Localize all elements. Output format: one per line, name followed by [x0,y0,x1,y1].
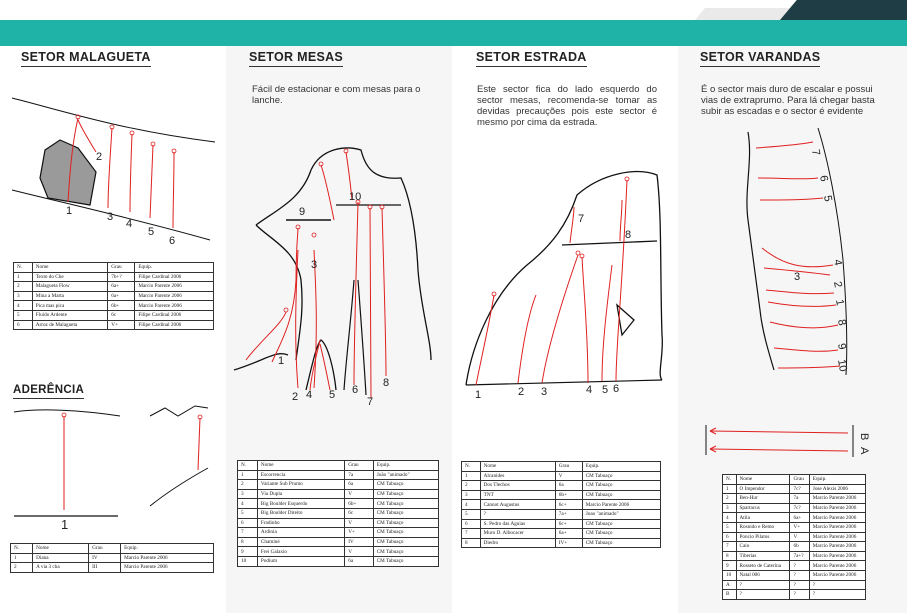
table-cell: 6a+ [108,282,135,292]
table-header-row [14,263,214,273]
table-cell: CM Tabuaço [582,529,660,539]
route-number-9: 9 [835,342,848,351]
table-row [238,508,439,518]
table-cell: Marcio Parente 2006 [809,532,865,542]
table-row [238,547,439,557]
section-title-aderencia: ADERÊNCIA [13,384,85,396]
section-title-mesas: SETOR MESAS [249,50,344,64]
table-cell: Fradinho [257,518,344,528]
table-row [723,494,866,504]
route-number-8: 8 [625,229,632,241]
table-header: Grau [108,263,135,273]
table-header: Grau [790,475,809,485]
table-row [462,490,661,500]
route-number-5: 5 [148,226,155,238]
table-cell: CM Tabuaço [582,490,660,500]
table-cell: 7 [238,528,258,538]
table-cell: CM Tabuaço [582,481,660,491]
table-cell: 2 [462,481,481,491]
table-cell: 3 [238,489,258,499]
table-cell: 2 [238,480,258,490]
table-cell: Diana [33,553,89,563]
table-cell: 6b+ [345,499,373,509]
table-row [238,537,439,547]
table-row [238,528,439,538]
table-cell: 8 [462,538,481,548]
table-cell: Escorrencia [257,470,344,480]
table-row [723,513,866,523]
table-row [462,538,661,548]
table-cell: 1 [238,470,258,480]
route-number-10: 10 [349,191,362,203]
table-cell: IV [89,553,121,563]
table-header: Nome [480,462,555,472]
route-number-3: 3 [107,211,114,223]
route-number-4: 4 [586,384,593,396]
table-cell: 5 [238,508,258,518]
malagueta-topo [0,90,226,250]
table-row [723,551,866,561]
table-row [238,556,439,566]
table-header: Grau [89,544,121,554]
table-cell: 4 [14,301,33,311]
route-number-7: 7 [578,213,585,225]
table-cell: 6b+ [555,490,582,500]
table-cell: ? [790,590,809,600]
table-cell: Marcio Parente 2006 [809,561,865,571]
table-cell: 8 [238,537,258,547]
table-row [14,320,214,330]
table-row [14,301,214,311]
table-cell: 6 [14,320,33,330]
table-cell: 10 [238,556,258,566]
route-table-estrada [461,461,661,548]
varandas-boulder-topo [678,415,907,465]
table-row [238,489,439,499]
section-title-estrada: SETOR ESTRADA [476,50,587,64]
table-cell: Via Dupla [257,489,344,499]
table-cell: O Impendor [736,484,790,494]
table-cell: Pica mas pica [32,301,107,311]
table-cell: CM Tabuaço [373,556,438,566]
boulder-label-a: A [858,447,870,455]
route-table-aderencia [10,543,214,573]
table-cell: 9 [238,547,258,557]
table-cell: 8 [723,551,737,561]
table-cell: V+ [345,528,373,538]
table-cell: 5 [462,509,481,519]
table-cell: Marcio Parente 2006 [809,503,865,513]
table-row [723,503,866,513]
route-number-2: 2 [292,391,299,403]
table-cell: CM Tabuaço [373,508,438,518]
table-cell: Rosseto de Caterina [736,561,790,571]
table-cell: Dos Tlechos [480,481,555,491]
table-header: Equip. [135,263,214,273]
table-row [14,272,214,282]
table-cell: 6 [723,532,737,542]
table-cell: 1 [11,553,33,563]
table-cell: Poncio Pilatos [736,532,790,542]
banner-teal-stripe [0,20,907,46]
table-cell: Marcio Parente 2006 [809,522,865,532]
table-cell: Caio [736,542,790,552]
table-cell: 7a [345,470,373,480]
table-cell: Muro D. Albocacer [480,529,555,539]
route-number-1: 1 [61,517,69,532]
table-cell: 2 [11,563,33,573]
table-row [462,471,661,481]
table-cell: 6 [238,518,258,528]
route-number-1: 1 [278,355,285,367]
route-number-8: 8 [835,318,848,327]
table-cell: III [89,563,121,573]
table-cell: 6c [108,310,135,320]
route-number-7: 7 [367,396,374,408]
table-cell: Marcio Parente 2006 [121,553,214,563]
route-number-5: 5 [329,389,336,401]
table-cell: Arroz de Malagueta [32,320,107,330]
table-cell: 9 [723,561,737,571]
route-number-3: 3 [794,271,801,283]
table-header: N. [11,544,33,554]
table-row [462,529,661,539]
table-cell: Marcio Parente 2006 [809,570,865,580]
table-cell: ? [736,580,790,590]
table-header: Equip. [121,544,214,554]
table-row [14,310,214,320]
section-description-varandas: É o sector mais duro de escalar e possui vias de extraprumo. Para lá chegar basta subir as escadas e o sector é evidente [701,84,875,117]
table-cell: CM Tabuaço [373,537,438,547]
route-number-6: 6 [613,383,620,395]
table-cell: CM Tabuaço [373,528,438,538]
header-banner [0,0,907,46]
table-row [11,563,214,573]
table-cell: Jose Alexis 2006 [809,484,865,494]
table-cell: S. Pedro das Aguias [480,519,555,529]
table-row [14,291,214,301]
table-cell: Marcio Parente 2006 [809,542,865,552]
table-cell: Alcanides [480,471,555,481]
table-row [14,282,214,292]
table-cell: Rosnido e Remo [736,522,790,532]
table-cell: Marcio Parente 2006 [121,563,214,573]
table-cell: Marcio Parente 2006 [809,494,865,504]
table-cell: Frei Galaxio [257,547,344,557]
table-cell: Ben-Hur [736,494,790,504]
table-row [462,519,661,529]
table-cell: 5 [723,522,737,532]
table-cell: 7 [723,542,737,552]
table-cell: ? [790,580,809,590]
table-cell: Cannot Augustus [480,500,555,510]
table-header: Grau [555,462,582,472]
table-cell: Fluido Ardente [32,310,107,320]
table-row [723,580,866,590]
route-number-1: 1 [833,298,846,307]
table-cell: Atila [736,513,790,523]
table-cell: 6a+ [108,291,135,301]
table-row [723,532,866,542]
table-cell: V+ [108,320,135,330]
table-cell: Diedro [480,538,555,548]
table-cell: 7a [790,494,809,504]
section-title-malagueta: SETOR MALAGUETA [21,50,151,64]
table-header: Nome [32,263,107,273]
table-cell: Big Boulder Esquerdo [257,499,344,509]
table-header-row [238,461,439,471]
route-number-6: 6 [352,384,359,396]
route-table-varandas [722,474,866,600]
table-row [723,484,866,494]
table-cell: A via 3 cha [33,563,89,573]
table-cell: 6a [345,556,373,566]
table-cell: Filipe Cardinal 2006 [135,310,214,320]
table-cell: V [345,489,373,499]
banner-accent-dark [780,0,907,20]
table-cell: B [723,590,737,600]
table-cell: IV+ [555,538,582,548]
table-cell: 5 [14,310,33,320]
route-number-1: 1 [66,205,73,217]
table-row [462,509,661,519]
route-number-3: 3 [311,259,318,271]
table-row [238,480,439,490]
table-cell: CM Tabuaço [582,519,660,529]
table-cell: 7a+? [790,551,809,561]
table-cell: 4 [723,513,737,523]
table-cell: V [555,471,582,481]
section-description-estrada: Este sector fica do lado esquerdo do sector mesas, recomenda-se tomar as devidas precauções pois este sector é mesmo por cima da estrada. [477,84,657,128]
table-cell: ? [790,570,809,580]
route-number-2: 2 [831,280,844,289]
table-cell: 6c+ [555,519,582,529]
table-cell: Natal 006 [736,570,790,580]
table-cell: Joao "animado" [582,509,660,519]
table-cell: 2 [723,494,737,504]
table-header: N. [14,263,33,273]
route-table-malagueta [13,262,214,330]
route-number-10: 10 [835,358,849,373]
table-cell: TNT [480,490,555,500]
boulder-label-b: B [858,433,870,441]
table-cell: ? [809,590,865,600]
table-cell: Marcio Parente 2006 [135,291,214,301]
table-cell: ? [736,590,790,600]
estrada-topo [452,155,678,405]
table-header-row [723,475,866,485]
route-number-4: 4 [306,389,313,401]
table-cell: CM Tabuaço [373,499,438,509]
table-header: Equip. [809,475,865,485]
mesas-topo [226,140,452,410]
route-number-3: 3 [541,386,548,398]
table-cell: 6c+ [555,500,582,510]
table-cell: CM Tabuaço [373,480,438,490]
table-cell: Malagueta Flow [32,282,107,292]
table-cell: 1 [723,484,737,494]
table-cell: 4 [238,499,258,509]
table-cell: 3 [723,503,737,513]
table-row [462,481,661,491]
table-cell: Filipe Cardinal 2006 [135,320,214,330]
table-cell: 6a+ [555,529,582,539]
table-cell: A [723,580,737,590]
table-cell: Big Boulder Direito [257,508,344,518]
route-number-8: 8 [383,377,390,389]
table-cell: V [345,518,373,528]
table-cell: 4 [462,500,481,510]
route-number-4: 4 [831,258,844,267]
table-header: Grau [345,461,373,471]
table-cell: Marcio Parente 2006 [809,551,865,561]
table-cell: ? [790,561,809,571]
table-cell: João "animado" [373,470,438,480]
table-cell: Filipe Cardinal 2006 [135,272,214,282]
table-row [723,570,866,580]
route-table-mesas [237,460,439,567]
table-row [723,590,866,600]
table-row [462,500,661,510]
route-number-1: 1 [475,389,482,401]
table-cell: 10 [723,570,737,580]
table-cell: Ardinia [257,528,344,538]
table-cell: Podium [257,556,344,566]
table-cell: 6a+ [790,513,809,523]
table-cell: CM Tabuaço [373,547,438,557]
table-header: N. [462,462,481,472]
table-cell: 6 [462,519,481,529]
table-cell: V+ [790,522,809,532]
table-cell: 6a [345,480,373,490]
table-header-row [11,544,214,554]
route-number-9: 9 [299,206,306,218]
table-row [238,470,439,480]
route-number-2: 2 [96,151,103,163]
table-row [11,553,214,563]
table-header: Equip. [373,461,438,471]
table-cell: 7c? [790,503,809,513]
table-row [238,499,439,509]
table-row [723,522,866,532]
table-cell: 2 [14,282,33,292]
table-cell: Variante Sub Prumo [257,480,344,490]
table-cell: 3 [462,490,481,500]
table-cell: Marcio Parente 2006 [582,500,660,510]
table-header: Nome [33,544,89,554]
table-cell: 6c [345,508,373,518]
table-cell: Marcio Parente 2006 [135,301,214,311]
table-header: Nome [257,461,344,471]
table-cell: Mina a Marta [32,291,107,301]
table-cell: 7b+? [108,272,135,282]
table-cell: 1 [14,272,33,282]
table-cell: 7 [462,529,481,539]
table-cell: CM Tabuaço [582,471,660,481]
section-description-mesas: Fácil de estacionar e com mesas para o lanche. [252,84,421,106]
table-header-row [462,462,661,472]
table-cell: Chaminé [257,537,344,547]
table-cell: IV [345,537,373,547]
table-cell: Spartacus [736,503,790,513]
route-number-2: 2 [518,386,525,398]
table-cell: CM Tabuaço [373,489,438,499]
table-cell: 7c? [790,484,809,494]
table-cell: V [790,532,809,542]
table-row [238,518,439,528]
table-row [723,561,866,571]
table-cell: Marcio Parente 2006 [135,282,214,292]
table-cell: 7a+ [555,509,582,519]
table-cell: ? [809,580,865,590]
table-cell: CM Tabuaço [373,518,438,528]
table-cell: 3 [14,291,33,301]
section-title-varandas: SETOR VARANDAS [700,50,821,64]
table-cell: Texto do Che [32,272,107,282]
table-header: Equip. [582,462,660,472]
table-cell: V [345,547,373,557]
route-number-7: 7 [809,148,822,157]
table-cell: 6a [555,481,582,491]
table-cell: Marcio Parente 2006 [809,513,865,523]
varandas-topo [678,120,907,390]
table-cell: ? [480,509,555,519]
table-cell: 1 [462,471,481,481]
table-header: N. [723,475,737,485]
table-cell: CM Tabuaço [582,538,660,548]
aderencia-topo [0,398,226,538]
table-row [723,542,866,552]
route-number-6: 6 [169,235,176,247]
table-cell: 6b [790,542,809,552]
table-cell: Tiberias [736,551,790,561]
route-number-5: 5 [602,384,609,396]
route-number-5: 5 [821,194,834,203]
route-number-4: 4 [126,218,133,230]
route-number-6: 6 [817,174,830,183]
table-header: Nome [736,475,790,485]
table-cell: 6b+ [108,301,135,311]
table-header: N. [238,461,258,471]
